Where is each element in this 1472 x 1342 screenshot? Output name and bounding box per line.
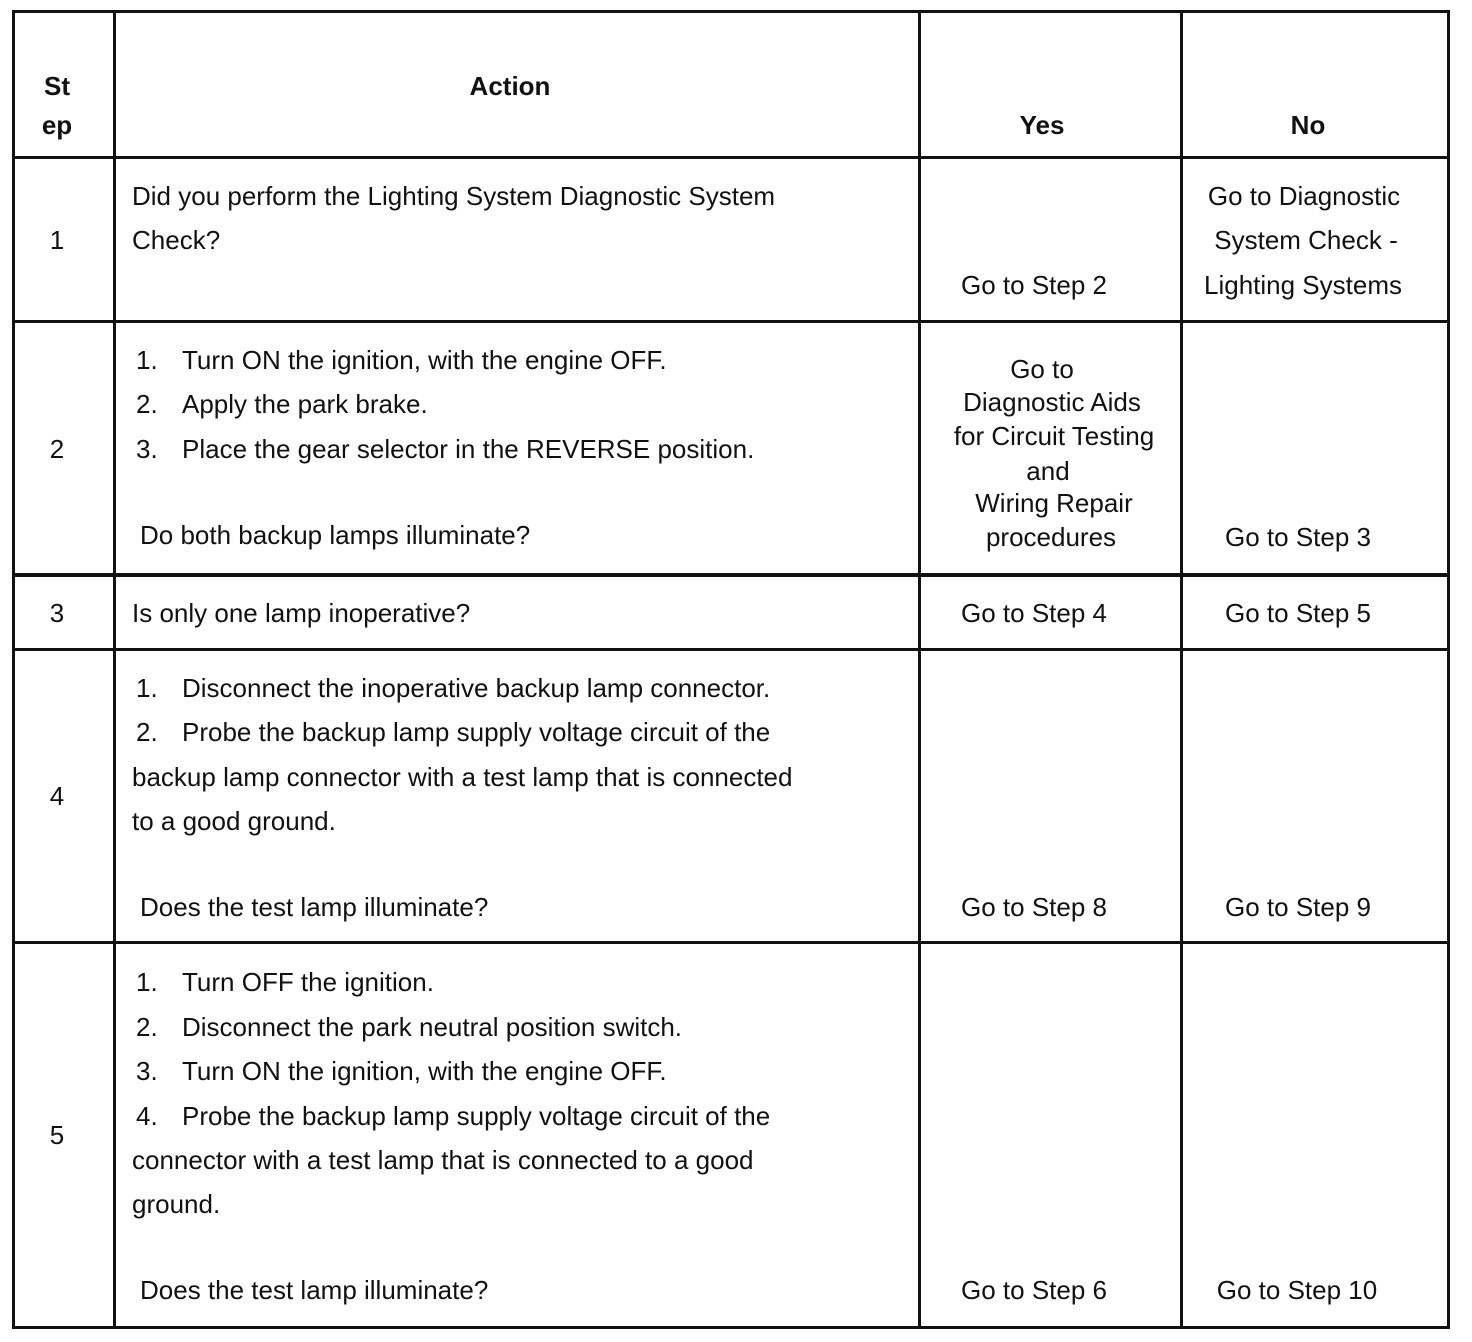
yes-link[interactable]: Wiring Repair [975,488,1133,518]
list-text: Place the gear selector in the REVERSE position. [182,434,755,464]
step-number: 4 [49,781,65,811]
yes-link[interactable]: Go to Step 4 [961,598,1107,628]
list-number: 1. [136,673,158,703]
header-action: Action [469,71,551,101]
table-border-left [12,10,15,1329]
column-divider [1180,10,1183,1329]
list-item [136,389,428,419]
header-step-line2: ep [41,110,73,140]
no-link[interactable]: Go to Step 10 [1216,1275,1378,1305]
row-divider [12,941,1450,944]
row-divider [12,156,1450,159]
yes-link[interactable]: Go to [1010,354,1074,384]
header-no: No [1290,110,1326,140]
list-item [136,1012,682,1042]
yes-link[interactable]: Go to Step 8 [961,892,1107,922]
list-text: Apply the park brake. [182,389,428,419]
list-number: 4. [136,1101,158,1131]
header-yes: Yes [1019,110,1065,140]
list-item [136,967,434,997]
no-link[interactable]: System Check - [1214,225,1398,255]
row-divider [12,320,1450,323]
list-text: Disconnect the inoperative backup lamp connector. [182,673,771,703]
action-text: Did you perform the Lighting System Diagnostic System [132,181,776,211]
action-text: Is only one lamp inoperative? [132,598,471,628]
question-text: Does the test lamp illuminate? [140,892,489,922]
table-border-bottom [12,1326,1450,1329]
column-divider [918,10,921,1329]
header-step-line1: St [44,71,70,101]
list-text: Turn ON the ignition, with the engine OFF. [182,345,667,375]
yes-link[interactable]: Go to Step 2 [961,270,1107,300]
table-border-right [1447,10,1450,1329]
list-item [136,717,770,747]
continuation-text: connector with a test lamp that is connected to a good [132,1145,754,1175]
no-link[interactable]: Go to Diagnostic [1207,181,1401,211]
list-number: 3. [136,1056,158,1086]
list-item [136,1056,667,1086]
row-divider [12,573,1450,577]
column-divider [113,10,116,1329]
continuation-text: to a good ground. [132,806,336,836]
yes-link[interactable]: and [1026,456,1070,486]
list-text: Probe the backup lamp supply voltage circuit of the [182,1101,771,1131]
no-link[interactable]: Go to Step 9 [1225,892,1371,922]
step-number: 2 [49,434,65,464]
list-item [136,1101,770,1131]
row-divider [12,648,1450,651]
list-item [136,673,770,703]
list-text: Turn ON the ignition, with the engine OFF. [182,1056,667,1086]
list-number: 2. [136,1012,158,1042]
list-number: 2. [136,389,158,419]
no-link[interactable]: Lighting Systems [1204,270,1402,300]
no-link[interactable]: Go to Step 3 [1225,522,1371,552]
yes-link[interactable]: procedures [985,522,1117,552]
list-number: 1. [136,345,158,375]
list-text: Probe the backup lamp supply voltage circuit of the [182,717,771,747]
list-item [136,434,754,464]
continuation-text: ground. [132,1189,221,1219]
table-border-top [12,10,1450,13]
question-text: Does the test lamp illuminate? [140,1275,489,1305]
list-number: 1. [136,967,158,997]
step-number: 1 [49,225,65,255]
action-text: Check? [132,225,221,255]
yes-link[interactable]: for Circuit Testing [953,421,1155,451]
continuation-text: backup lamp connector with a test lamp that is connected [132,762,793,792]
yes-link[interactable]: Diagnostic Aids [963,387,1141,417]
no-link[interactable]: Go to Step 5 [1225,598,1371,628]
yes-link[interactable]: Go to Step 6 [961,1275,1107,1305]
step-number: 3 [49,598,65,628]
list-text: Turn OFF the ignition. [182,967,434,997]
step-number: 5 [49,1120,65,1150]
list-item [136,345,667,375]
list-number: 3. [136,434,158,464]
question-text: Do both backup lamps illuminate? [140,520,531,550]
list-text: Disconnect the park neutral position switch. [182,1012,683,1042]
list-number: 2. [136,717,158,747]
